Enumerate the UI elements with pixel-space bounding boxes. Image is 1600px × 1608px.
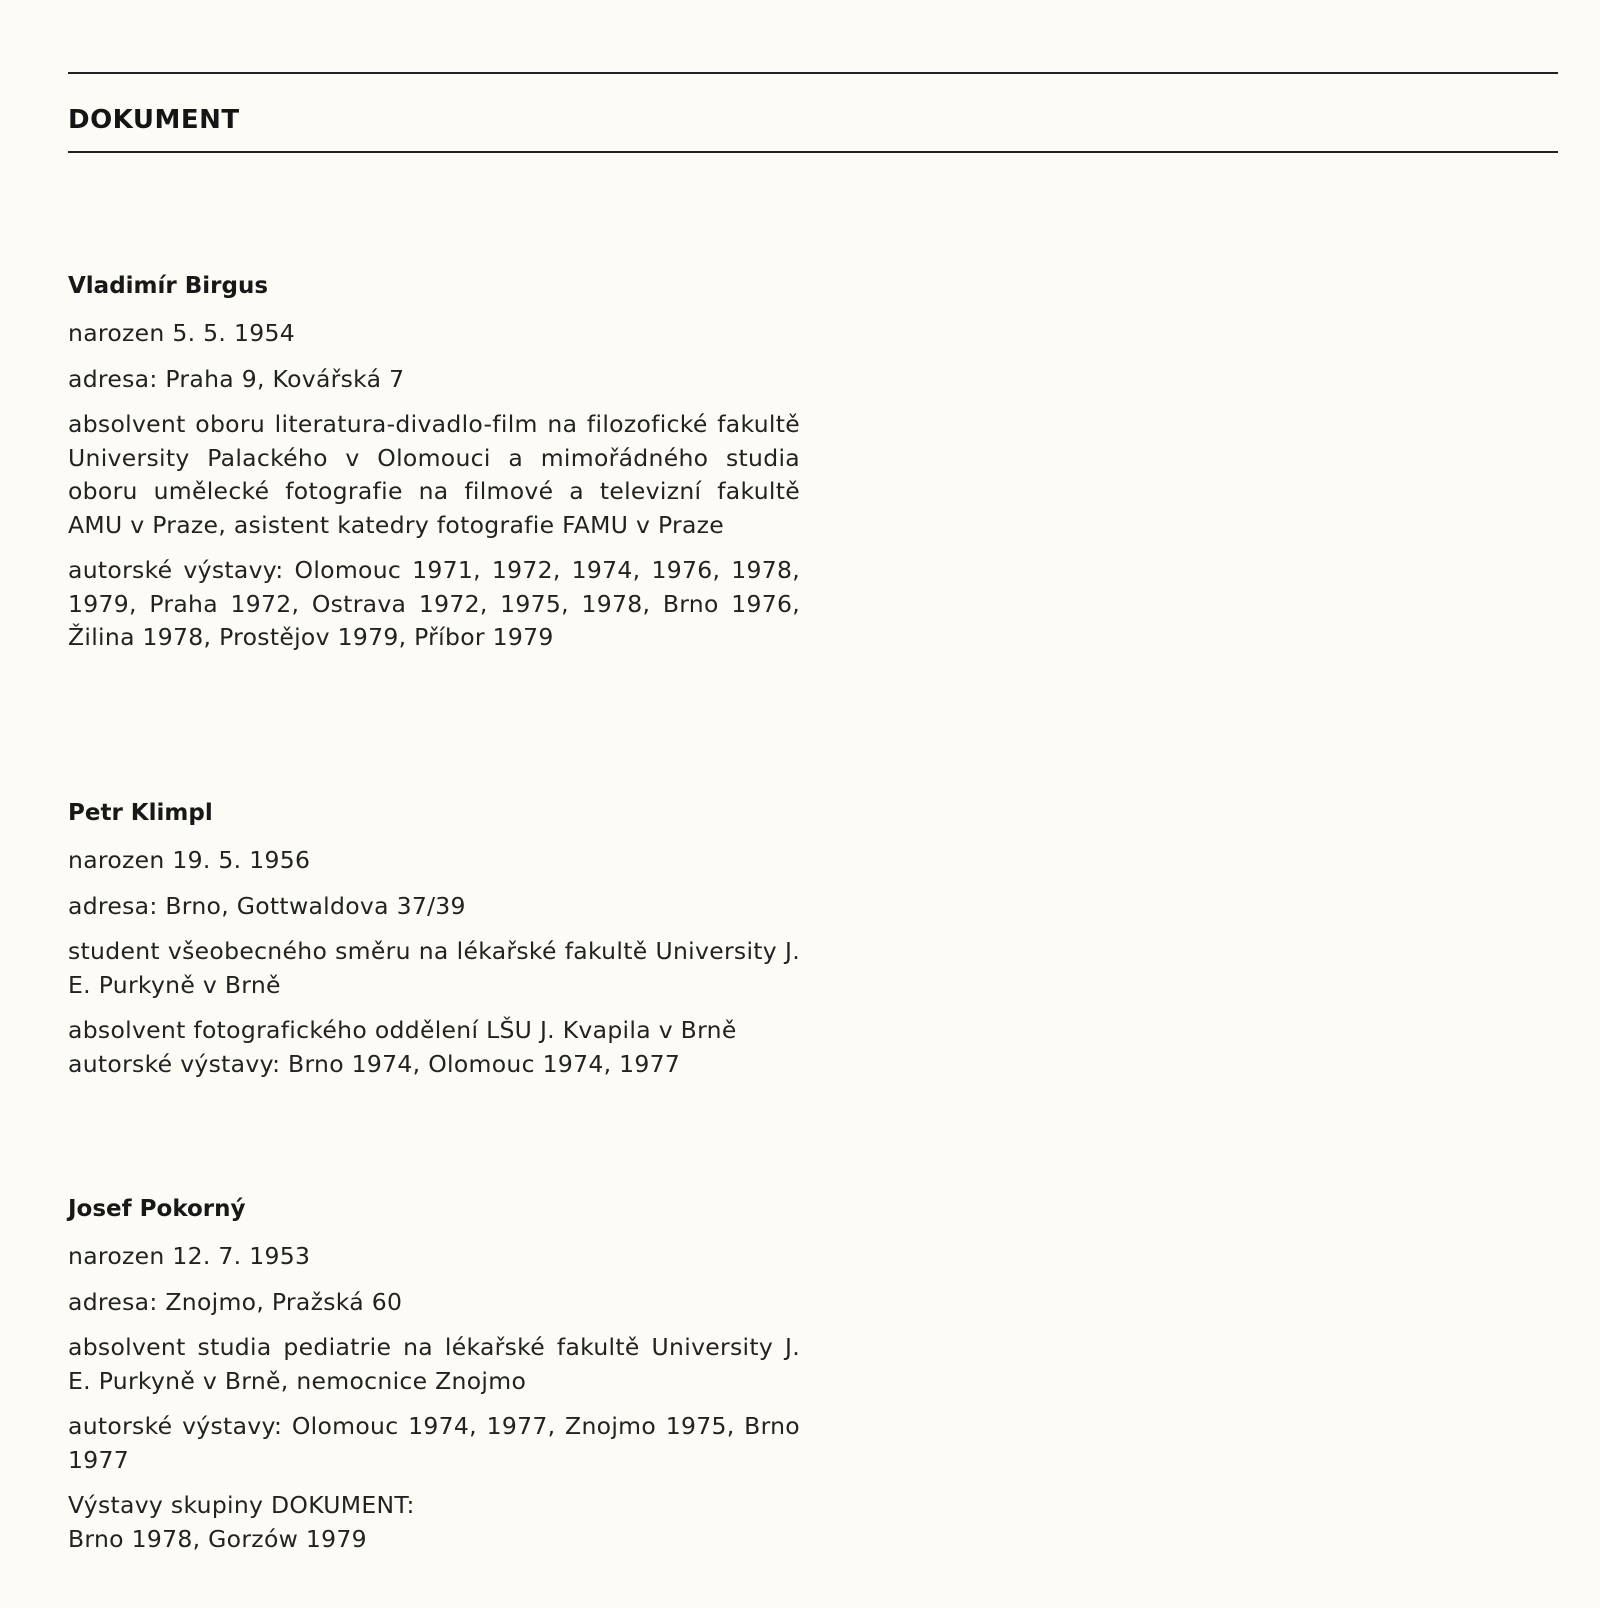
birth-date: narozen 5. 5. 1954 [68, 319, 295, 347]
address: adresa: Znojmo, Pražská 60 [68, 1287, 403, 1316]
person-entry-klimpl [68, 800, 800, 1093]
group-exhibitions-list: Brno 1978, Gorzów 1979 [68, 1524, 367, 1553]
person-entry-birgus [68, 273, 800, 667]
biography: absolvent studia pediatrie na lékařské fakultě University J. E. Purkyně v Brně, nemocnice Znojmo [68, 1333, 800, 1395]
birth-date: narozen 12. 7. 1953 [68, 1242, 311, 1270]
education: absolvent fotografického oddělení LŠU J. Kvapila v Brně [68, 1016, 737, 1044]
exhibitions: autorské výstavy: Olomouc 1971, 1972, 1974, 1976, 1978, 1979, Praha 1972, Ostrava 1972, 1975, 1978, Brno 1976, Žilina 1978, Prostějov 1979, Příbor 1979 [68, 556, 800, 651]
biography: absolvent oboru literatura-divadlo-film na filozofické fakultě University Palackého v Olomouci a mimořádného studia oboru umělecké fotografie na filmové a televizní fakultě AMU v Praze, asistent katedry fotografie FAMU v Praze [68, 410, 800, 539]
address: adresa: Praha 9, Kovářská 7 [68, 364, 405, 393]
address: adresa: Brno, Gottwaldova 37/39 [68, 891, 466, 920]
page-title: DOKUMENT [68, 105, 240, 135]
header-rule [68, 151, 1558, 153]
exhibitions: autorské výstavy: Brno 1974, Olomouc 1974, 1977 [68, 1049, 681, 1078]
person-name: Josef Pokorný [68, 1196, 246, 1222]
person-entry-pokorny [68, 1196, 800, 1568]
exhibitions: autorské výstavy: Olomouc 1974, 1977, Znojmo 1975, Brno 1977 [68, 1412, 800, 1474]
person-name: Vladimír Birgus [68, 273, 269, 299]
top-rule [68, 72, 1558, 74]
group-exhibitions [68, 1489, 800, 1556]
birth-date: narozen 19. 5. 1956 [68, 846, 311, 874]
person-name: Petr Klimpl [68, 800, 213, 826]
group-exhibitions-label: Výstavy skupiny DOKUMENT: [68, 1491, 415, 1519]
biography: student všeobecného směru na lékařské fakultě University J. E. Purkyně v Brně [68, 937, 800, 999]
